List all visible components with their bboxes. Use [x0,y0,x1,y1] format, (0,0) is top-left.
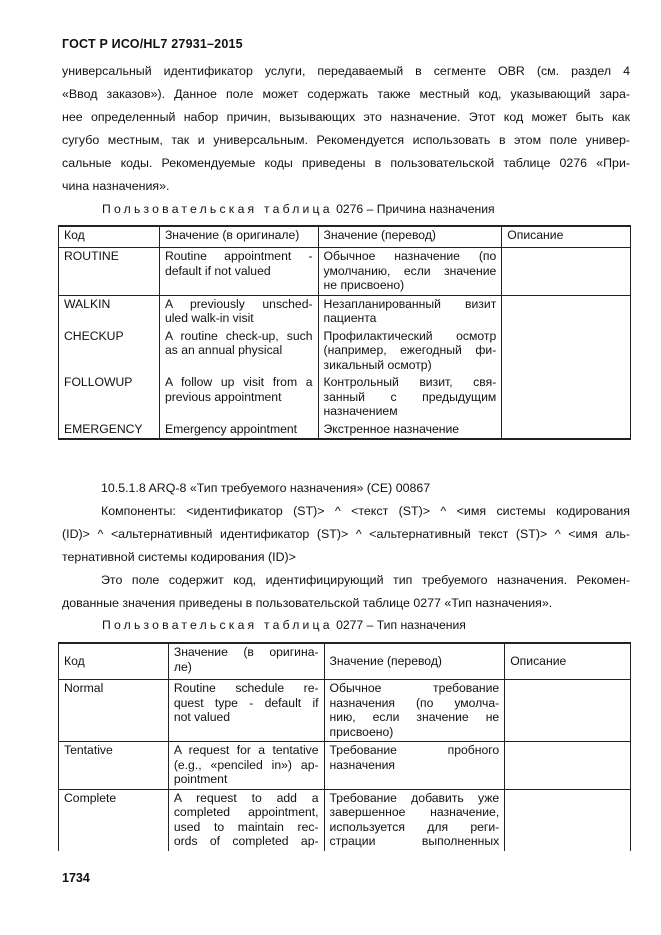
cell-code: Normal [59,680,169,742]
table-row [59,421,631,440]
intro-line: нее определенный набор причин, вызывающих это назначение. Этот код может быть как [62,110,630,124]
description-line: дованные значения приведены в пользовательской таблице 0277 «Тип назначения». [62,596,553,610]
cell-translation: Требование пробного назначения [324,742,505,790]
table-0276 [58,225,631,440]
intro-line: «Ввод заказов»). Данное поле может содержать также местный код, указывающий зара- [62,87,630,101]
table-header-row [59,226,631,248]
table2-caption [102,618,466,632]
cell-code: CHECKUP [59,328,160,375]
components-line: Компоненты: <идентификатор (ST)> ^ <текст (ST)> ^ <имя системы кодирования [101,504,630,518]
cell-code: Complete [59,789,169,851]
cell-description [505,742,631,790]
table-row [59,328,631,375]
description-line: Это поле содержит код, идентифицирующий тип требуемого назначения. Рекомен- [101,573,630,587]
cell-translation: Профилактический осмотр (например, ежегодный фи- зикальный осмотр) [318,328,502,375]
table2-caption-spaced: Пользовательская таблица [102,618,333,632]
cell-description [502,421,631,440]
cell-original: A request to add a completed appointment, used to maintain rec- ords of completed ap- [168,789,324,851]
cell-translation: Обычное требование назначения (по умолча- нию, если значение не присвоено) [324,680,505,742]
header-translation: Значение (перевод) [318,226,502,248]
cell-original: A routine check-up, such as an annual physical [159,328,318,375]
cell-description [505,789,631,851]
cell-translation: Экстренное назначение [318,421,502,440]
page-number: 1734 [62,871,90,885]
header-original: Значение (в оригинале) [159,226,318,248]
section-block [62,477,630,615]
cell-description [502,248,631,296]
table2-caption-rest: 0277 – Тип назначения [336,618,466,632]
cell-code: WALKIN [59,295,160,328]
table1-caption-spaced: Пользовательская таблица [102,202,333,216]
cell-description [502,295,631,328]
cell-description [502,374,631,421]
table-row [59,680,631,742]
cell-original: Routine appointment - default if not valued [159,248,318,296]
cell-code: FOLLOWUP [59,374,160,421]
document-header: ГОСТ Р ИСО/HL7 27931–2015 [62,37,243,51]
table1-caption-rest: 0276 – Причина назначения [336,202,495,216]
cell-code: EMERGENCY [59,421,160,440]
table-row [59,742,631,790]
intro-paragraph [62,60,630,198]
table-row [59,248,631,296]
intro-line: универсальный идентификатор услуги, передаваемый в сегменте OBR (см. раздел 4 [62,64,630,78]
components-line: (ID)> ^ <альтернативный идентификатор (ST)> ^ <альтернативный текст (ST)> ^ <имя аль- [62,527,630,541]
header-code: Код [59,226,160,248]
cell-description [502,328,631,375]
components-line: тернативной системы кодирования (ID)> [62,550,296,564]
intro-line: сугубо местным, так и универсальным. Рекомендуется использовать в этом поле универ- [62,133,630,147]
header-code: Код [59,643,169,680]
cell-translation: Контрольный визит, свя- занный с предыдущим назначением [318,374,502,421]
table-row [59,789,631,851]
cell-code: Tentative [59,742,169,790]
section-heading: 10.5.1.8 ARQ-8 «Тип требуемого назначения» (CE) 00867 [101,481,431,495]
cell-original: Emergency appointment [159,421,318,440]
cell-original: A previously unsched- uled walk-in visit [159,295,318,328]
cell-original: A follow up visit from a previous appointment [159,374,318,421]
cell-original: Routine schedule re- quest type - default if not valued [168,680,324,742]
intro-line: сальные коды. Рекомендуемые коды приведены в пользовательской таблице 0276 «При- [62,156,630,170]
intro-line: чина назначения». [62,179,170,193]
cell-translation: Незапланированный визит пациента [318,295,502,328]
header-translation: Значение (перевод) [324,643,505,680]
table1-caption [102,202,495,216]
cell-original: A request for a tentative (e.g., «penciled in») ap- pointment [168,742,324,790]
table-0277 [58,642,631,851]
cell-translation: Требование добавить уже завершенное назначение, используется для реги- страции выполненных [324,789,505,851]
cell-translation: Обычное назначение (по умолчанию, если значение не присвоено) [318,248,502,296]
cell-code: ROUTINE [59,248,160,296]
header-description: Описание [502,226,631,248]
header-original: Значение (в оригина- ле) [168,643,324,680]
cell-description [505,680,631,742]
table-row [59,374,631,421]
header-description: Описание [505,643,631,680]
table-row [59,295,631,328]
table-header-row [59,643,631,680]
